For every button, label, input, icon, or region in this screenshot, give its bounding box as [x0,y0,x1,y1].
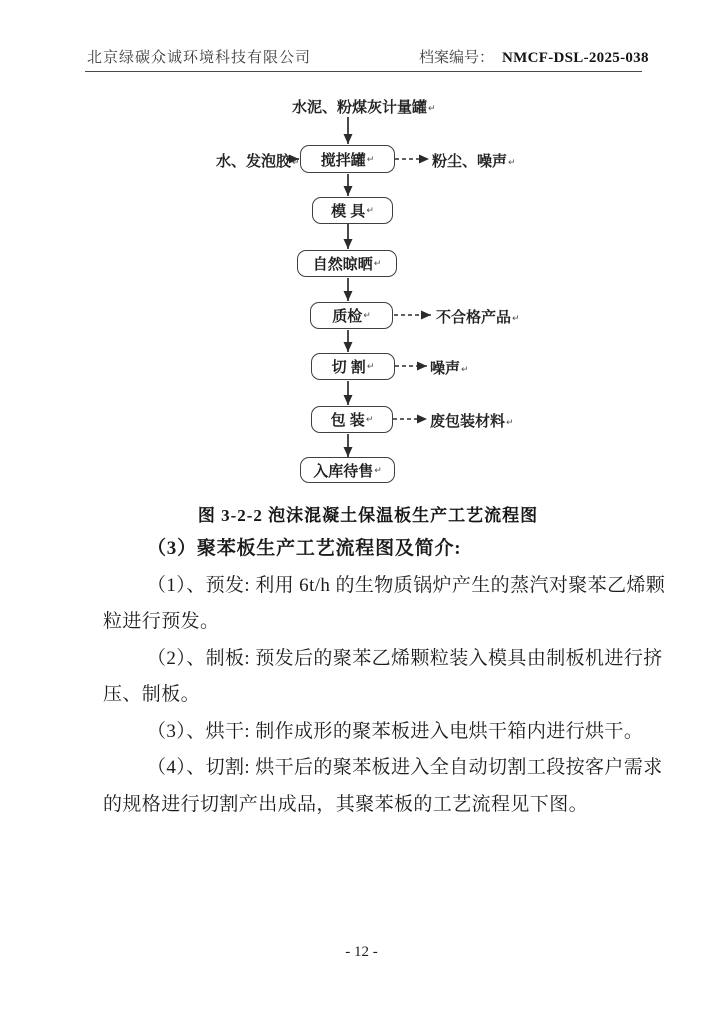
section-heading: （3）聚苯板生产工艺流程图及简介: [147,538,462,559]
return-mark: ↵ [373,258,382,268]
return-mark: ↵ [292,157,300,167]
figure-caption: 图 3-2-2 泡沫混凝土保温板生产工艺流程图 [197,506,539,525]
return-mark: ↵ [366,205,374,215]
header-file-id [419,46,649,67]
flow-output-rejects: 不合格产品↵ [436,309,520,326]
flow-box-packing: 包 装 ↵ [311,406,393,433]
flow-box-mold: 模 具 ↵ [312,197,393,224]
flow-box-mixing-tank: 搅拌罐 ↵ [300,145,395,173]
flow-output-noise: 噪声↵ [430,360,469,377]
return-mark: ↵ [366,153,375,164]
paragraph-line: （2）、制板: 预发后的聚苯乙烯颗粒装入模具由制板机进行挤 [147,647,663,669]
return-mark: ↵ [366,361,375,371]
flow-source-label: 水泥、粉煤灰计量罐↵ [292,99,436,116]
return-mark: ↵ [365,414,374,424]
paragraph-line: （1）、预发: 利用 6t/h 的生物质锅炉产生的蒸汽对聚苯乙烯颗 [147,574,666,596]
paragraph-line: 的规格进行切割产出成品，其聚苯板的工艺流程见下图。 [103,793,589,815]
paragraph-line: 粒进行预发。 [103,611,220,632]
file-id-label: 档案编号： [419,50,495,66]
return-mark: ↵ [506,417,514,427]
file-id-number: NMCF-DSL-2025-038 [502,50,649,66]
flow-box-quality-check: 质检 ↵ [310,302,393,329]
return-mark: ↵ [363,310,371,320]
return-mark: ↵ [508,157,516,167]
page-number: - 12 - [345,944,378,960]
paragraph-line: 压、制板。 [103,684,201,705]
paragraph-line: （3）、烘干: 制作成形的聚苯板进入电烘干箱内进行烘干。 [147,720,644,742]
flow-output-dust-noise: 粉尘、噪声↵ [432,153,516,170]
flow-box-storage-sale: 入库待售 ↵ [300,457,395,483]
header-rule [85,71,642,72]
flow-input-label: 水、发泡胶↵ [216,153,300,170]
return-mark: ↵ [428,103,436,113]
return-mark: ↵ [461,364,469,374]
header-company-name: 北京绿碳众诚环境科技有限公司 [87,50,312,66]
flow-box-cutting: 切 割 ↵ [311,353,395,380]
flow-output-waste-packaging: 废包装材料↵ [430,413,514,430]
return-mark: ↵ [512,313,520,323]
return-mark: ↵ [374,464,382,475]
paragraph-line: （4）、切割: 烘干后的聚苯板进入全自动切割工段按客户需求 [147,757,663,778]
body-text [103,531,666,823]
flow-box-natural-drying: 自然晾晒 ↵ [297,250,397,277]
